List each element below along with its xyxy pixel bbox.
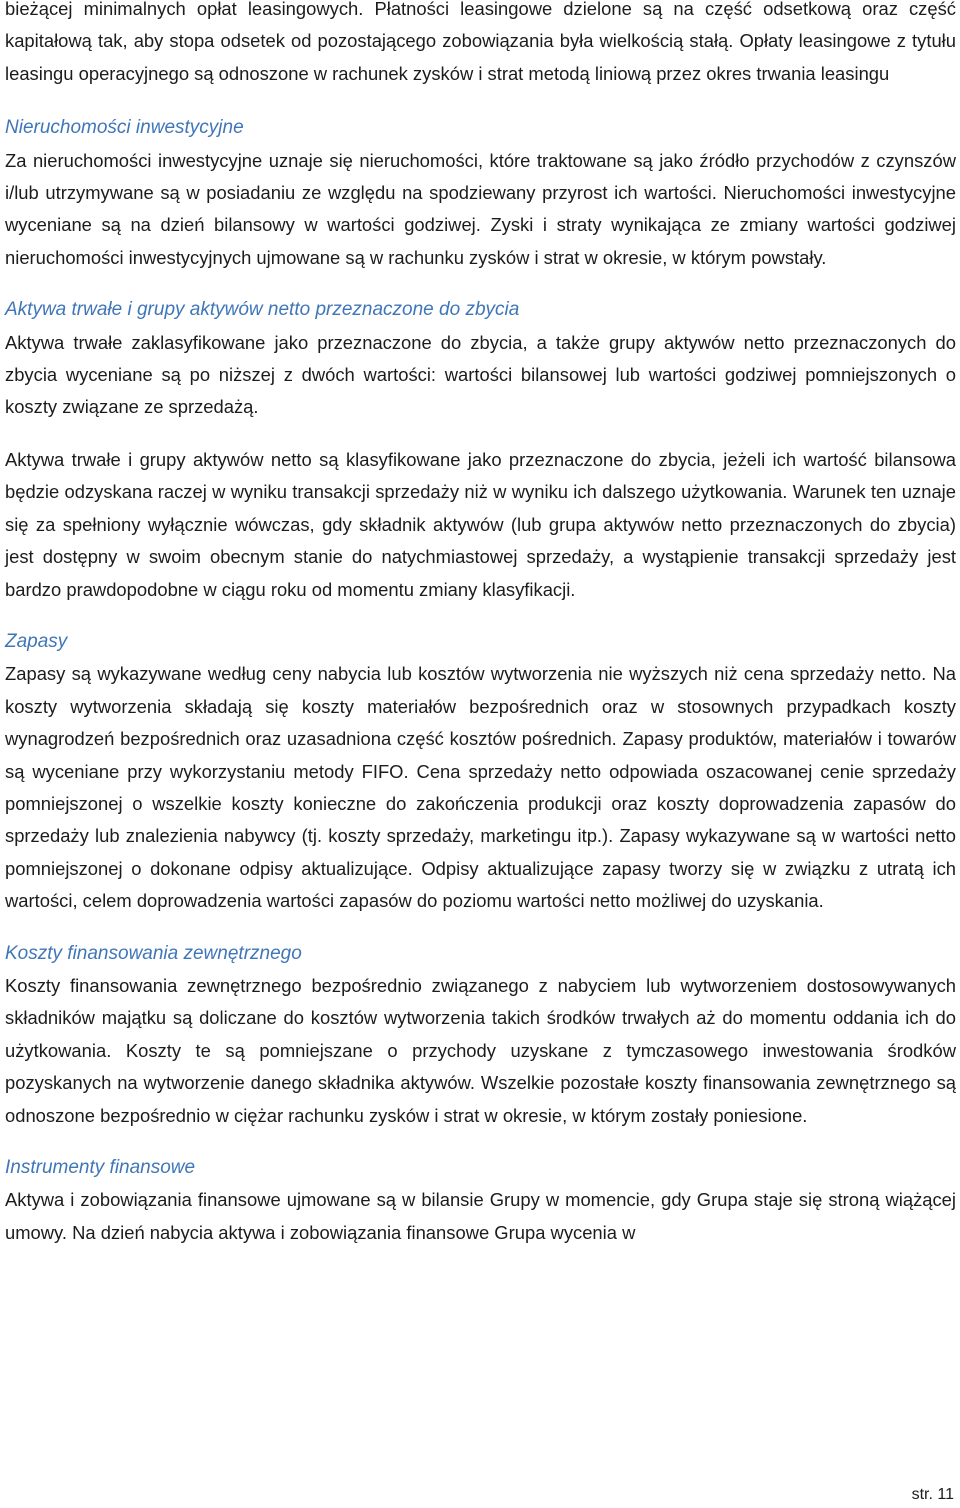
- intro-paragraph: bieżącej minimalnych opłat leasingowych. Płatności leasingowe dzielone są na część odsetkową oraz część kapitałową tak, aby stopa odsetek od pozostającego zobowiązania była wielkością stałą. Opłaty leasingowe z tytułu leasingu operacyjnego są odnoszone w rachunek zysków i strat metodą liniową przez okres trwania leasingu: [5, 0, 956, 84]
- section-heading: Koszty finansowania zewnętrznego: [5, 942, 302, 964]
- section-nieruchomosci-inwestycyjne: [5, 112, 956, 274]
- body-paragraph: Aktywa i zobowiązania finansowe ujmowane są w bilansie Grupy w momencie, gdy Grupa staje się stroną wiążącej umowy. Na dzień nabycia aktywa i zobowiązania finansowe Grupa wycenia w: [5, 1189, 956, 1243]
- section-heading: Zapasy: [5, 630, 68, 652]
- document-page: [5, 0, 956, 1249]
- body-paragraph: Zapasy są wykazywane według ceny nabycia lub kosztów wytworzenia nie wyższych niż cena sprzedaży netto. Na koszty wytworzenia składają się koszty materiałów bezpośrednich oraz w stosownych przypadkach koszty wynagrodzeń bezpośrednich oraz uzasadniona część kosztów pośrednich. Zapasy produktów, materiałów i towarów są wyceniane przy wykorzystaniu metody FIFO. Cena sprzedaży netto odpowiada oszacowanej cenie sprzedaży pomniejszonej o wszelkie koszty konieczne do zakończenia produkcji oraz koszty doprowadzenia zapasów do sprzedaży lub znalezienia nabywcy (tj. koszty sprzedaży, marketingu itp.). Zapasy wykazywane są w wartości netto pomniejszonej o dokonane odpisy aktualizujące. Odpisy aktualizujące zapasy tworzy się w związku z utratą ich wartości, celem doprowadzenia wartości zapasów do poziomu wartości netto możliwej do uzyskania.: [5, 663, 956, 912]
- section-koszty-finansowania: [5, 938, 956, 1132]
- body-paragraph: Koszty finansowania zewnętrznego bezpośrednio związanego z nabyciem lub wytworzeniem dostosowywanych składników majątku są doliczane do kosztów wytworzenia takich środków trwałych aż do momentu oddania ich do użytkowania. Koszty te są pomniejszane o przychody uzyskane z tymczasowego inwestowania środków pozyskanych na wytworzenie danego składnika aktywów. Wszelkie pozostałe koszty finansowania zewnętrznego są odnoszone bezpośrednio w ciężar rachunku zysków i strat w okresie, w którym zostały poniesione.: [5, 974, 956, 1126]
- section-heading: Aktywa trwałe i grupy aktywów netto przeznaczone do zbycia: [5, 299, 520, 321]
- body-paragraph: Aktywa trwałe zaklasyfikowane jako przeznaczone do zbycia, a także grupy aktywów netto przeznaczonych do zbycia wyceniane są po niższej z dwóch wartości: wartości bilansowej lub wartości godziwej pomniejszonych o koszty związane ze sprzedażą.: [5, 331, 956, 418]
- section-aktywa-trwale: [5, 294, 956, 606]
- body-paragraph: Aktywa trwałe i grupy aktywów netto są klasyfikowane jako przeznaczone do zbycia, jeżeli ich wartość bilansowa będzie odzyskana raczej w wyniku transakcji sprzedaży niż w wyniku ich dalszego użytkowania. Warunek ten uznaje się za spełniony wyłącznie wówczas, gdy składnik aktywów (lub grupa aktywów netto przeznaczonych do zbycia) jest dostępny w swoim obecnym stanie do natychmiastowej sprzedaży, a wystąpienie transakcji sprzedaży jest bardzo prawdopodobne w ciągu roku od momentu zmiany klasyfikacji.: [5, 448, 956, 600]
- body-paragraph: Za nieruchomości inwestycyjne uznaje się nieruchomości, które traktowane są jako źródło przychodów z czynszów i/lub utrzymywane są w posiadaniu ze względu na spodziewany przyrost ich wartości. Nieruchomości inwestycyjne wyceniane są na dzień bilansowy w wartości godziwej. Zyski i straty wynikająca ze zmiany wartości godziwej nieruchomości inwestycyjnych ujmowane są w rachunku zysków i strat w okresie, w którym powstały.: [5, 149, 956, 268]
- section-heading: Instrumenty finansowe: [5, 1157, 196, 1178]
- page-number: str. 11: [911, 1486, 954, 1503]
- section-instrumenty-finansowe: [5, 1152, 956, 1249]
- section-zapasy: [5, 626, 956, 918]
- section-heading: Nieruchomości inwestycyjne: [5, 117, 244, 139]
